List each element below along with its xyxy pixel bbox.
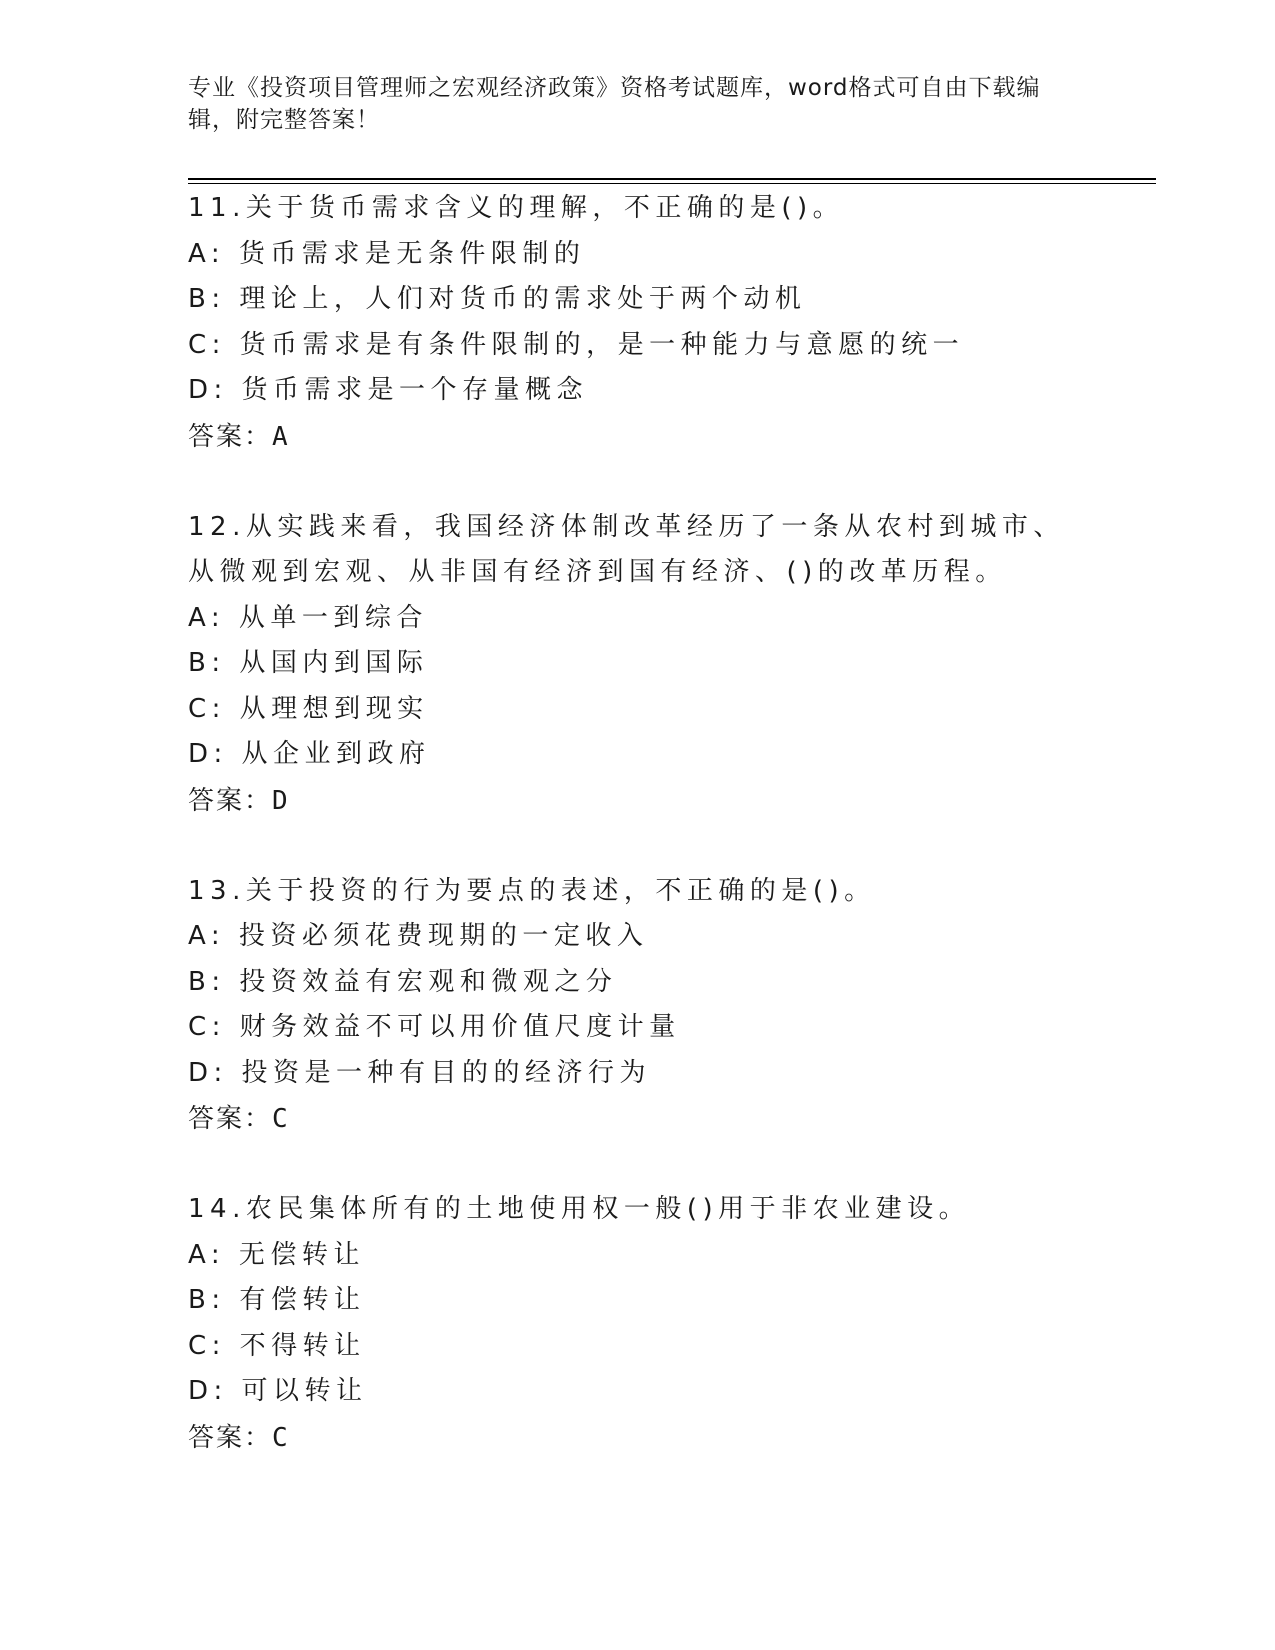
answer-line bbox=[188, 778, 1088, 824]
answer-value: C bbox=[272, 1422, 290, 1453]
answer-label: 答案： bbox=[188, 1422, 273, 1453]
option-c: C: 不得转让 bbox=[188, 1330, 366, 1361]
answer-value: D bbox=[272, 785, 290, 816]
question-stem: 14.农民集体所有的土地使用权一般()用于非农业建设。 bbox=[188, 1194, 971, 1224]
answer-line bbox=[188, 1096, 1088, 1142]
question-stem: 12.从实践来看，我国经济体制改革经历了一条从农村到城市、从微观到宏观、从非国有经济到国有经济、()的改革历程。 bbox=[188, 511, 1065, 587]
option-d: D: 投资是一种有目的的经济行为 bbox=[188, 1057, 652, 1088]
question-12 bbox=[188, 505, 1088, 824]
option-d: D: 从企业到政府 bbox=[188, 739, 431, 769]
option-a: A: 从单一到综合 bbox=[188, 602, 428, 633]
option-b: B: 理论上，人们对货币的需求处于两个动机 bbox=[188, 284, 807, 314]
answer-label: 答案： bbox=[188, 421, 273, 452]
answer-label: 答案： bbox=[188, 785, 273, 816]
answer-line bbox=[188, 414, 1088, 460]
question-stem: 13.关于投资的行为要点的表述，不正确的是()。 bbox=[188, 875, 876, 906]
header-divider-thick bbox=[188, 178, 1156, 180]
option-c: C: 从理想到现实 bbox=[188, 693, 429, 724]
answer-line bbox=[188, 1415, 1088, 1461]
document-header: 专业《投资项目管理师之宏观经济政策》资格考试题库，word格式可自由下载编辑，附完整答案！ bbox=[188, 75, 1041, 133]
option-a: A: 无偿转让 bbox=[188, 1239, 365, 1270]
option-d: D: 货币需求是一个存量概念 bbox=[188, 375, 589, 405]
answer-value: A bbox=[272, 421, 290, 452]
answer-value: C bbox=[272, 1104, 290, 1134]
option-b: B: 从国内到国际 bbox=[188, 648, 429, 678]
question-stem: 11.关于货币需求含义的理解，不正确的是()。 bbox=[188, 193, 845, 223]
question-11 bbox=[188, 186, 1088, 460]
question-14 bbox=[188, 1187, 1088, 1461]
option-b: B: 有偿转让 bbox=[188, 1285, 366, 1315]
answer-label: 答案： bbox=[188, 1104, 273, 1134]
question-list bbox=[188, 186, 1088, 1506]
option-a: A: 投资必须花费现期的一定收入 bbox=[188, 921, 649, 951]
question-13 bbox=[188, 869, 1088, 1143]
header-divider-thin bbox=[188, 183, 1156, 184]
option-a: A: 货币需求是无条件限制的 bbox=[188, 238, 586, 269]
option-b: B: 投资效益有宏观和微观之分 bbox=[188, 966, 618, 997]
option-c: C: 货币需求是有条件限制的，是一种能力与意愿的统一 bbox=[188, 329, 965, 360]
option-c: C: 财务效益不可以用价值尺度计量 bbox=[188, 1012, 681, 1042]
option-d: D: 可以转让 bbox=[188, 1376, 368, 1406]
